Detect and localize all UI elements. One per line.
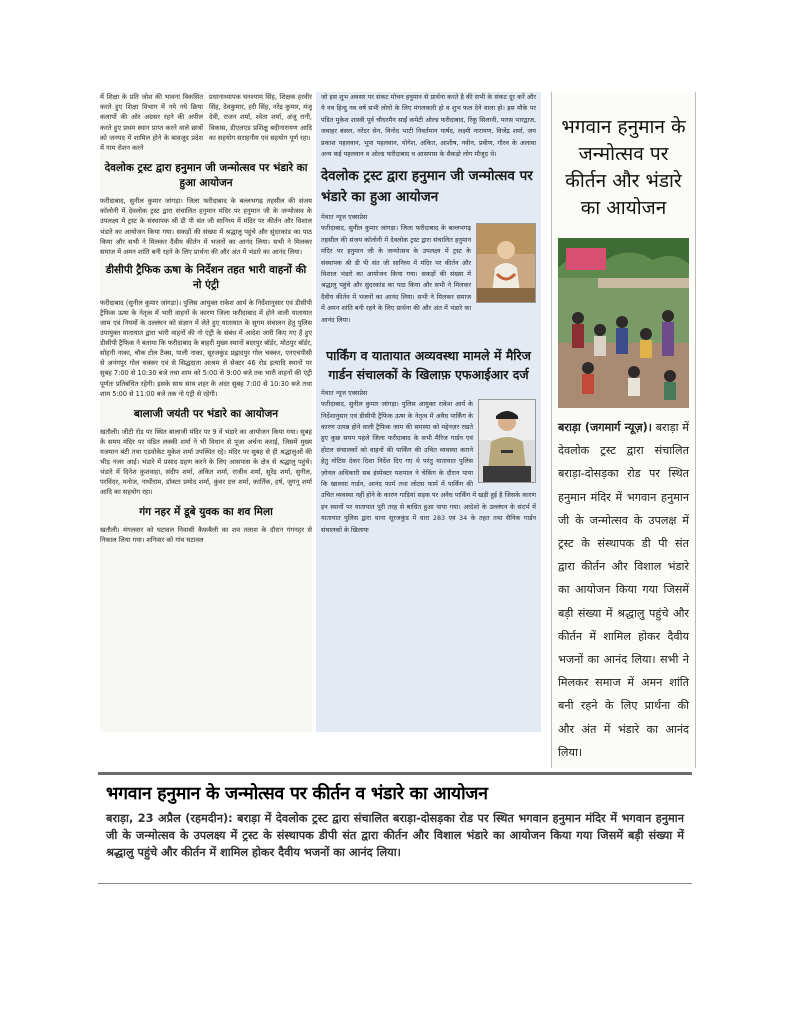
left-article2-body: फरीदाबाद (सुनील कुमार जांगड़ा)। पुलिस आयुक्त राकेश आर्य के निर्देशानुसार एवं डीसीपी ट्रैफिक ऊषा के नेतृत्व में भारी वाहनों के कारण जिला फरीदाबाद में होने वाली यातायात जाम एवं नियमों के उल्लंघन को संज्ञान में लेते हुए यातायात के सुगम संचालन हेतु पुलिस उपायुक्त यातायात द्वारा भारी वाहनों की नो एंट्री के संबंध में आदेश जारी किए गए हैं हुए डीसीपी ट्रैफिक ने बताया कि फरीदाबाद के बाहरी मुख्य स्थानों बदरपुर बॉर्डर, मोठपुर बॉर्डर, सोहनी नाका, चौक टोल टैक्स, पाली नाका, सूरजकुंड प्रह्लादपुर गोल चक्कर, एनएचपीसी से अनंगपुर गोल चक्कर एवं से सिद्धदाता आश्रम से सेक्टर 46 रोड इत्यादि स्थानों पर सुबह 7:00 से 10:30 बजे तथा शाम को 5:00 से 9:00 बजे तक भारी वाहनों की एंट्री पूर्णतः प्रतिबंधित रहेगी। इसके साथ साथ शहर के अंदर सुबह 7:00 से 10:30 बजे तथा शाम 5:00 से 11:00 बजे तक नो एंट्री से रहेगी। xyxy=(100,298,312,398)
right-news-clipping xyxy=(551,92,696,768)
left-article3-headline: बालाजी जयंती पर भंडारे का आयोजन xyxy=(133,407,279,420)
bottom-headline: भगवान हनुमान के जन्मोत्सव पर कीर्तन व भंडारे का आयोजन xyxy=(106,784,488,804)
clipping-photo-kirtan-gathering xyxy=(558,238,689,408)
middle-article2-source: मेवात न्यूज एक्सप्रेस xyxy=(321,389,368,398)
middle-lead-text: जो इस शुभ अवसर पर संकट मोचन हनुमान से प्रार्थना करते है की सभी के संकट दूर करें और ये नव हिन्दु नव वर्ष सभी लोगो के लिए मंगलकारी हो व शुभ फल देने वाला हो। इस मौके पर पंडित मुकेश शास्त्री पूर्व चौधरमैन साईं कमेटी ओल्ड फरीदाबाद, रिंकू सिलानी, पारस भारद्वाज, जवाहर बंसल, नरेंदर सेन, विनोद भाटी निवर्तमान पार्षद, लक्ष्मी नारायण, विजेंद्र शर्मा, जय प्रकाश पहलवान, भूपा पहलवान, योगेश, अंकित, आशीष, नवीन, प्रवीण, गौरव के अलावा अन्य कई पहलवान व ओल्ड फरीदाबाद व आसपास के सैकड़ो लोग मौजूद थे। xyxy=(321,93,536,159)
right-body: बराड़ा में देवलोक ट्रस्ट द्वारा संचालित बराड़ा-दोसड़का रोड पर स्थित हनुमान मंदिर में भगवान हनुमान जी के जन्मोत्सव के उपलक्ष में ट्रस्ट के संस्थापक डी पी संत द्वारा कीर्तन और विशाल भंडारे का आयोजन किया गया जिसमें बड़ी संख्या में श्रद्धालु पहुंचे और कीर्तन में शामिल होकर दैवीय भजनों का आनंद लिया। सभी ने मिलकर समाज में अमन शांति बनी रहने के लिए प्रार्थना की और अंत में भंडारे का आनंद लिया। xyxy=(558,421,690,759)
left-article4-headline: गंग नहर में डूबे युवक का शव मिला xyxy=(139,506,273,519)
middle-article1-headline: देवलोक ट्रस्ट द्वारा हनुमान जी जन्मोत्सव पर भंडारे का हुआ आयोजन xyxy=(321,168,533,206)
clipping-photo-priest xyxy=(476,223,536,303)
left-intro-text-left: में शिक्षा के प्रति जोश की भावना विकसित करते हुए शिक्षा विभाग में नये नये क्रिया कलापों की ओर अग्रसर रहने की अपील करते हुए प्रथम स्थान प्राप्त करने वाले छात्रों को जनपद में शामिल होने के बावजूद प्रदेश में नाम रोशन करने xyxy=(100,93,203,153)
left-article1-headline: देवलोक ट्रस्ट द्वारा हनुमान जी जन्मोत्सव पर भंडारे का हुआ आयोजन xyxy=(104,162,308,190)
right-dateline: बराड़ा (जगमार्ग न्यूज़)। xyxy=(558,421,653,434)
left-intro-text-right: प्रधानाध्यापक घनश्याम सिंह, शिक्षक हरवीर सिंह, देवकुमार, हरी सिंह, नरेंद्र कुमार, मंजू देवी, राजन शर्मा, श्वेता शर्मा, अंजू रानी, विकास, डीएलएड प्रशिक्षु बदीनारायण आदि का सहयोग सराहनीय एवं सहयोग पूर्ण रहा। xyxy=(209,93,312,142)
left-article1-body: फरीदाबाद, सुनील कुमार जांगड़ा। जिला फरीदाबाद के बल्लभगढ़ तहसील की संजय कॉलोनी में देवलोक ट्रस्ट द्वारा संचालित हनुमान मंदिर पर हनुमान जी के जन्मोत्सव के उपलक्ष्य में ट्रस्ट के संस्थापक श्री डी पी संत जी सानिध्य में मंदिर पर कीर्तन और विशाल भंडारे का आयोजन किया गया। सकड़ों की संख्या में श्रद्धालु पहुंचे और सुंदरकांड का पाठ किया और सभी ने मिलकर दैवीय कीर्तन में भजनों का आनंद लिया। सभी ने मिलकर समाज में अमन शांति बनी रहने के लिए प्रार्थना की और अंत में भंडारे का आनंद लिया। xyxy=(100,197,312,256)
left-intro-block xyxy=(100,92,312,153)
middle-article1-body: फरीदाबाद, सुनील कुमार जांगड़ा। जिला फरीदाबाद के बल्लभगढ़ तहसील की संजय कॉलोनी में देवलोक ट्रस्ट द्वारा संचालित हनुमान मंदिर पर हनुमान जी के जन्मोत्सव के उपलक्ष्य में ट्रस्ट के संस्थापक श्री डी पी संत जी सानिध्य में मंदिर पर कीर्तन और विशाल भंडारे का आयोजन किया गया। सकड़ों की संख्या में श्रद्धालु पहुंचे और सुंदरकांड का पाठ किया और सभी ने मिलकर दैवीय कीर्तन में भजनों का आनंद लिया। सभी ने मिलकर समाज में अमन शांति बनी रहने के लिए प्रार्थना की और अंत में भंडारे का आनंद लिया। xyxy=(321,224,471,324)
clipping-photo-police-officer xyxy=(478,399,536,483)
middle-news-clipping xyxy=(316,92,541,732)
bottom-body: बराड़ा, 23 अप्रैल (रहमदीन): बराड़ा में देवलोक ट्रस्ट द्वारा संचालित बराड़ा-दोसड़का रोड पर स्थित भगवान हनुमान मंदिर में भगवान हनुमान जी के जन्मोत्सव के उपलक्ष्य में ट्रस्ट के संस्थापक डीपी संत द्वारा कीर्तन और विशाल भंडारे का आयोजन किया गया जिसमें बड़ी संख्या में श्रद्धालु पहुंचे और कीर्तन में शामिल होकर दैवीय भजनों का आनंद लिया। xyxy=(106,812,684,859)
bottom-news-clipping xyxy=(98,772,692,884)
middle-article2-headline: पार्किंग व यातायात अव्यवस्था मामले में मैरिज गार्डन संचालकों के खिलाफ़ एफआईआर दर्ज xyxy=(326,348,531,383)
left-article3-body: खतौली। जीटी रोड पर स्थित बालाजी मंदिर पर 9 वें भंडारे का आयोजन किया गया। सुबह के समय मंदिर पर पंडित लक्की शर्मा ने भी विधान से पूजा अर्चना कराई, जिसमें मुख्य यजमान बंटी तथा एडवोकेट मुकेश शर्मा उपस्थित रहे। मंदिर पर सुबह से ही श्रद्धालुओं की भीड़ नजर आई। भंडारे में प्रसाद ग्रहण करने के लिए आसपास के क्षेत्र से श्रद्धालु पहुंचे। भंडारे में दिनेश कुशवाहा, संदीप शर्मा, अंकित शर्मा, राजीव शर्मा, सुरेंद्र शर्मा, सुनील, परविंदर, मनोज, नाथीराम, डॉक्टर प्रमोद शर्मा, कुंवर दत्त शर्मा, कार्तिक, हर्ष, जुगनू शर्मा आदि का सहयोग रहा। xyxy=(100,427,312,497)
left-article2-headline: डीसीपी ट्रैफिक ऊषा के निर्देशन तहत भारी वाहनों की नो एंट्री xyxy=(105,263,307,291)
middle-article1-source: मेवात न्यूज एक्सप्रेस xyxy=(321,213,368,222)
right-headline: भगवान हनुमान के जन्मोत्सव पर कीर्तन और भंडारे का आयोजन xyxy=(561,116,686,219)
middle-article2-body: फरीदाबाद, सुनील कुमार जांगड़ा। पुलिस आयुक्त राकेश आर्य के निर्देशानुसार एवं डीसीपी ट्रैफिक ऊषा के नेतृत्व में अवैध पार्किंग के कारण उत्पन्न होने वाली ट्रैफिक जाम की समस्या को मद्देनज़र रखते हुए कुछ समय पहले जिला फरीदाबाद के सभी मैरिज गार्डन एवं होटल संचालकों को वाहनों की पार्किंग की उचित व्यवस्था कराने हेतु नोटिस देकर दिशा निर्देश दिए गए थे परंतु यातायात पुलिस ज़ोनल अधिकारी सब इंस्पेक्टर यशपाल ने चेकिंग के दौरान पाया कि खालसा गार्डन, आनंद फार्म तथा लोटस फार्म में पार्किंग की उचित व्यवस्था नहीं होने के कारण गाड़ियां सड़क पर अवैध पार्किंग में खड़ी हुई है जिसके कारण इन स्थानों पर यातायात पूरी तरह से बाधित हुआ पाया गया। आदेशो के उल्लंघन के संदर्भ में यातायात पुलिस द्वारा थाना सूरजकुंड में धारा 283 एवं 34 के तहत तथा सैनिक गार्डन संचालकों के खिलाफ xyxy=(321,400,536,534)
left-article4-body: खतौली। मंगलवार को घटावल निवासी कैफ़बैली का शव तलाश के दौरान गंगनहर से निकाल लिया गया। शनिवार को गांव घटावल xyxy=(100,526,312,545)
left-news-clipping xyxy=(100,92,312,732)
